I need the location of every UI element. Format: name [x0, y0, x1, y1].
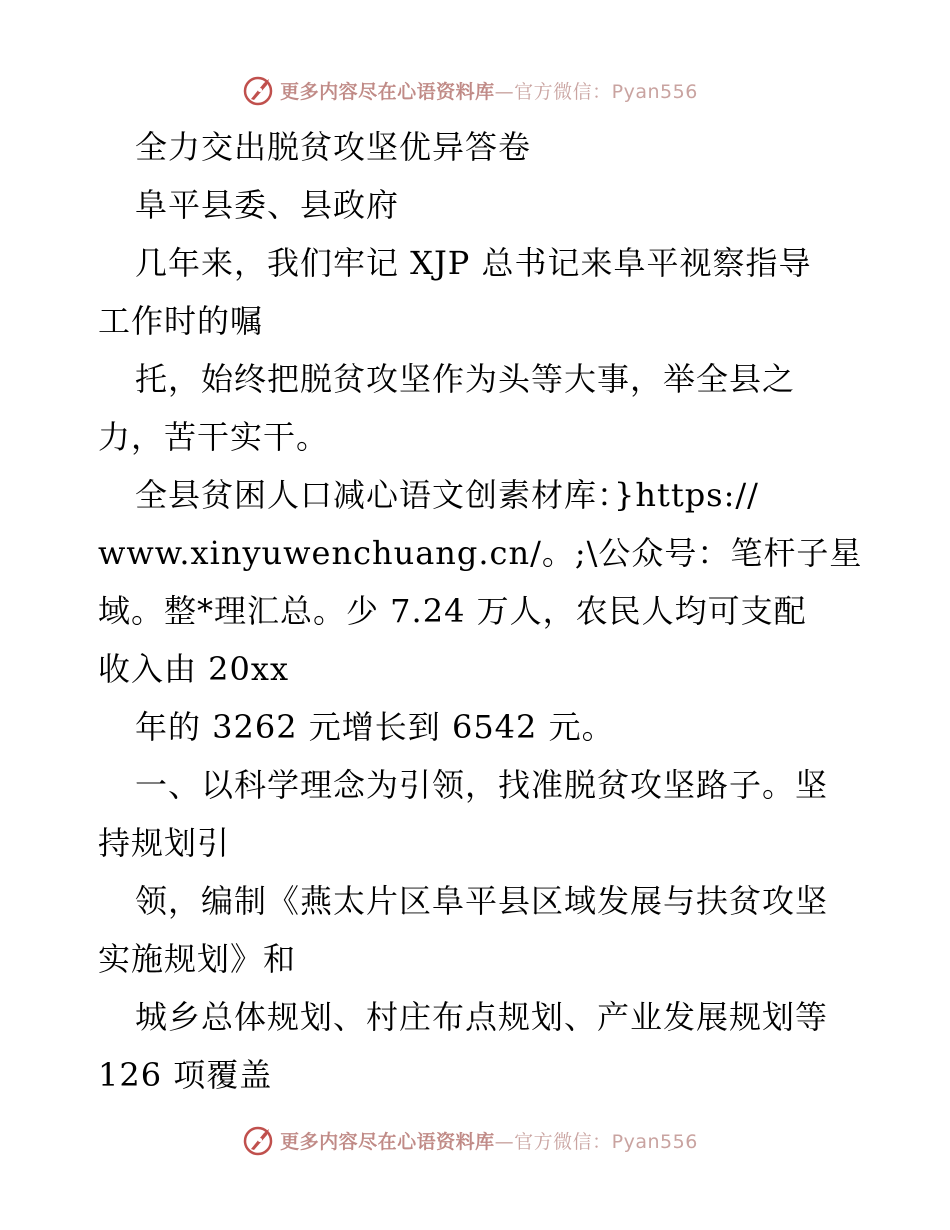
- watermark-brand: 更多内容尽在心语资料库: [280, 1130, 495, 1153]
- pen-nib-logo-icon: [242, 73, 276, 107]
- text-line: 几年来，我们牢记 XJP 总书记来阜平视察指导: [135, 244, 812, 282]
- text-line: 城乡总体规划、村庄布点规划、产业发展规划等: [135, 998, 829, 1036]
- text-line: 年的 3262 元增长到 6542 元。: [135, 708, 615, 746]
- document-body: [98, 118, 863, 1104]
- text-line: 一、以科学理念为引领，找准脱贫攻坚路子。坚: [135, 766, 829, 804]
- watermark-brand: 更多内容尽在心语资料库: [280, 80, 495, 103]
- text-line: 工作时的嘱: [98, 302, 264, 340]
- pen-nib-logo-icon: [242, 1123, 276, 1157]
- text-line: 实施规划》和: [98, 940, 297, 978]
- header-watermark: [0, 70, 950, 110]
- watermark-dash: —: [494, 1130, 515, 1153]
- text-line: 阜平县委、县政府: [135, 186, 400, 224]
- text-line: 力，苦干实干。: [98, 418, 330, 456]
- text-line: www.xinyuwenchuang.cn/。;\公众号：笔杆子星: [98, 534, 863, 572]
- text-line: 全力交出脱贫攻坚优异答卷: [135, 128, 532, 166]
- text-line: 托，始终把脱贫攻坚作为头等大事，举全县之: [135, 360, 796, 398]
- watermark-dash: —: [494, 80, 515, 103]
- footer-watermark: [0, 1120, 950, 1160]
- text-line: 126 项覆盖: [98, 1056, 273, 1094]
- text-line: 领，编制《燕太片区阜平县区域发展与扶贫攻坚: [135, 882, 829, 920]
- watermark-contact: 官方微信：Pyan556: [514, 80, 698, 103]
- text-line: 持规划引: [98, 824, 231, 862]
- text-line: 全县贫困人口减心语文创素材库：}https://: [135, 476, 759, 514]
- watermark-contact: 官方微信：Pyan556: [514, 1130, 698, 1153]
- text-line: 收入由 20xx: [98, 650, 289, 688]
- text-line: 域。整*理汇总。少 7.24 万人，农民人均可支配: [98, 592, 807, 630]
